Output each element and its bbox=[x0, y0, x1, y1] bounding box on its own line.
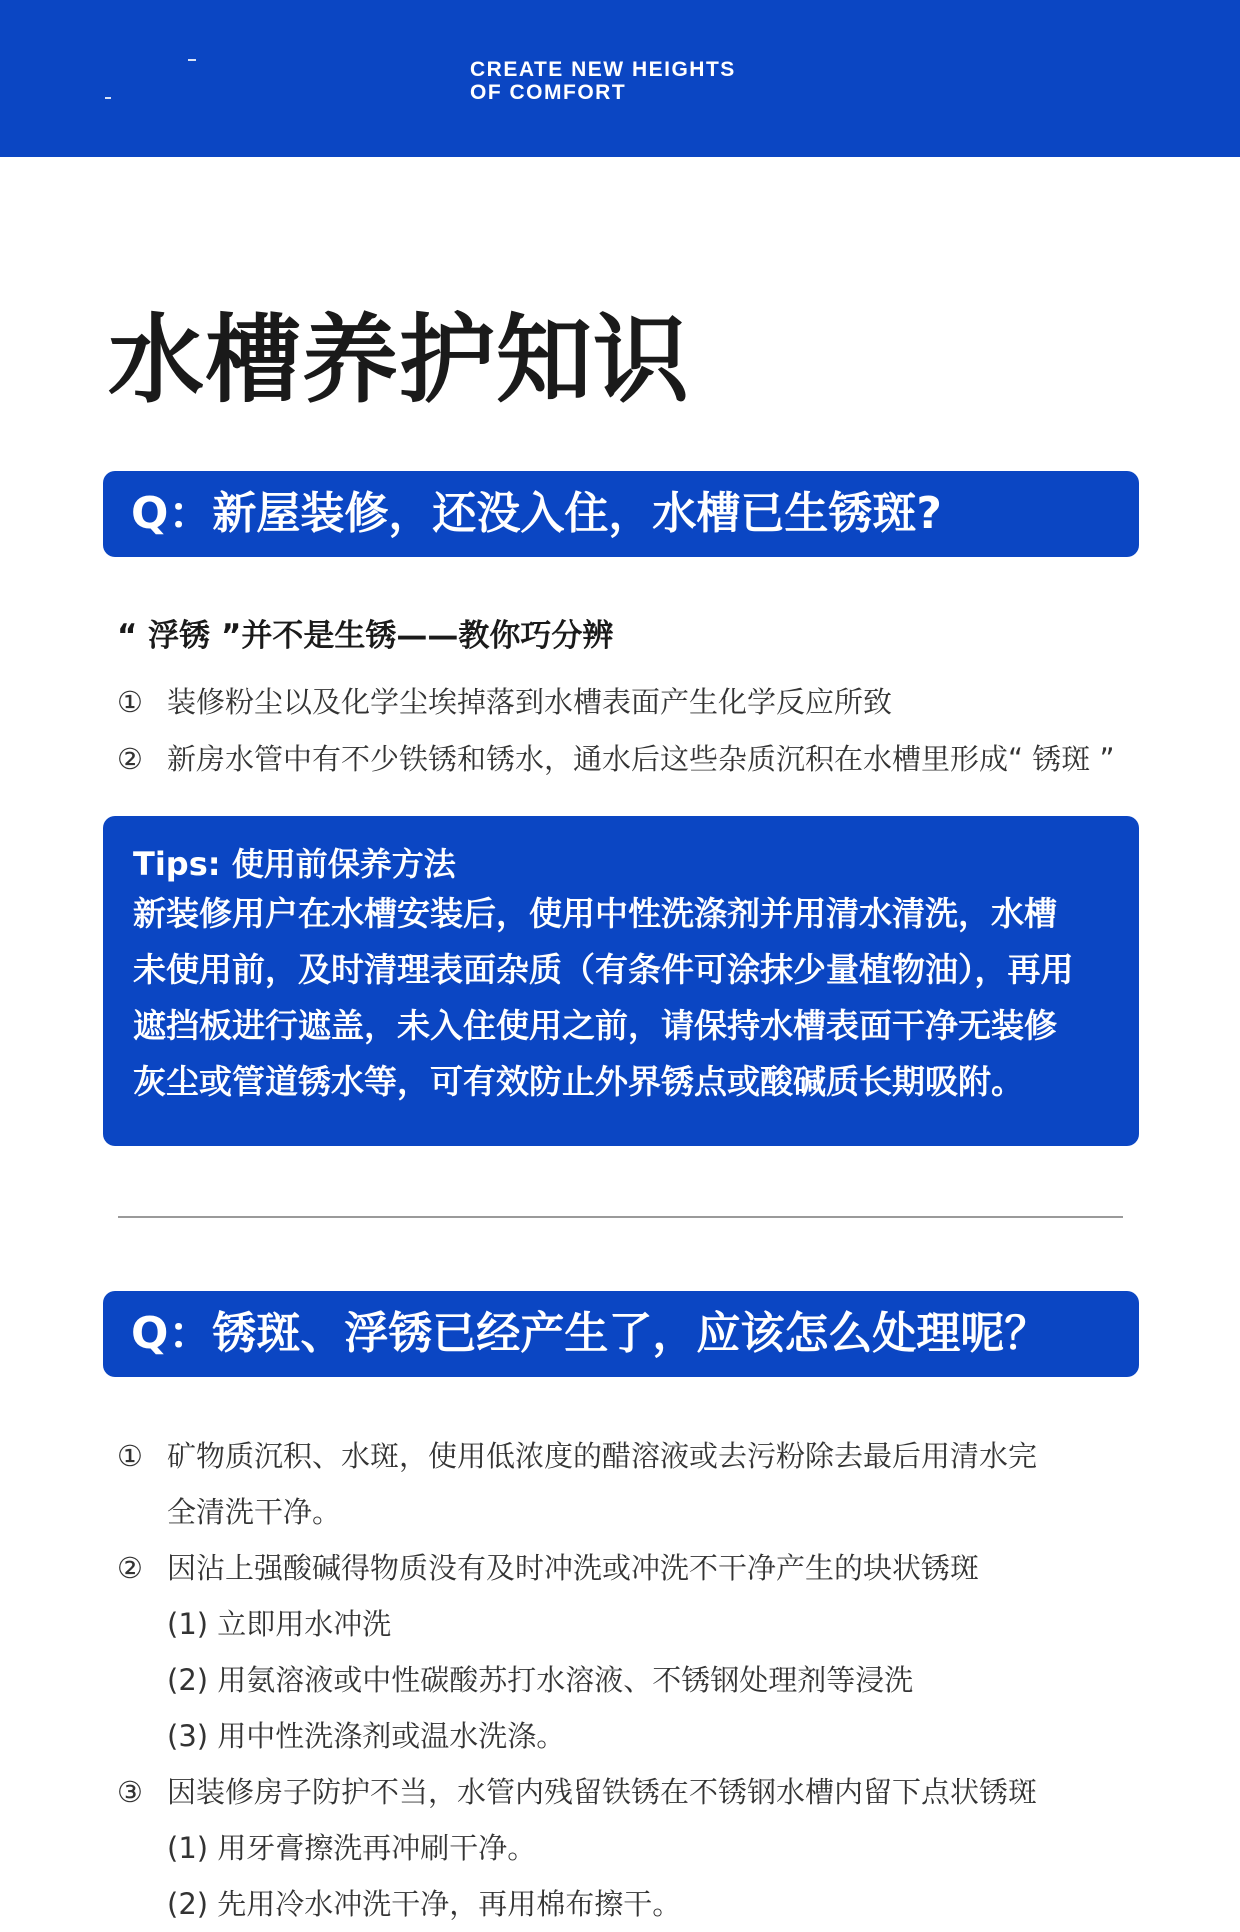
tagline-line-2: OF COMFORT bbox=[470, 81, 627, 104]
sub-step: (2) 先用冷水冲洗干净，再用棉布擦干。 bbox=[167, 1887, 682, 1921]
item-text: 新房水管中有不少铁锈和锈水，通水后这些杂质沉积在水槽里形成“ 锈斑 ” bbox=[167, 742, 1115, 776]
list-item bbox=[117, 1428, 1037, 1484]
tagline-line-1: CREATE NEW HEIGHTS bbox=[470, 58, 736, 81]
page-title: 水槽养护知识 bbox=[108, 304, 690, 416]
tips-title: Tips: 使用前保养方法 bbox=[133, 845, 456, 883]
item-number: ② bbox=[117, 1551, 143, 1585]
question-bar-2: Q：锈斑、浮锈已经产生了，应该怎么处理呢？ bbox=[103, 1291, 1139, 1377]
item-number: ① bbox=[117, 685, 143, 719]
brand-tagline bbox=[470, 58, 736, 104]
list-item bbox=[117, 1764, 1037, 1820]
item-number: ② bbox=[117, 742, 143, 776]
sub-step: (2) 用氨溶液或中性碳酸苏打水溶液、不锈钢处理剂等浸洗 bbox=[167, 1663, 914, 1697]
section2-list bbox=[117, 1428, 1037, 1932]
tips-box bbox=[103, 816, 1139, 1146]
item-text: 因沾上强酸碱得物质没有及时冲洗或冲洗不干净产生的块状锈斑 bbox=[167, 1551, 980, 1585]
sub-step: (3) 用中性洗涤剂或温水洗涤。 bbox=[167, 1719, 566, 1753]
item-number: ① bbox=[117, 1439, 143, 1473]
section1-subtitle: “ 浮锈 ”并不是生锈——教你巧分辨 bbox=[117, 618, 614, 654]
list-item bbox=[117, 739, 1115, 796]
list-item-continuation: 全清洗干净。 bbox=[167, 1495, 342, 1529]
item-text: 矿物质沉积、水斑，使用低浓度的醋溶液或去污粉除去最后用清水完 bbox=[167, 1439, 1038, 1473]
brand-logo bbox=[100, 55, 220, 105]
section-divider bbox=[118, 1216, 1123, 1218]
sub-step: (1) 用牙膏擦洗再冲刷干净。 bbox=[167, 1831, 537, 1865]
tips-line: 遮挡板进行遮盖，未入住使用之前，请保持水槽表面干净无装修 bbox=[133, 1006, 1057, 1045]
item-text: 因装修房子防护不当，水管内残留铁锈在不锈钢水槽内留下点状锈斑 bbox=[167, 1775, 1038, 1809]
item-text: 装修粉尘以及化学尘埃掉落到水槽表面产生化学反应所致 bbox=[167, 685, 893, 719]
item-number: ③ bbox=[117, 1775, 143, 1809]
tips-line: 新装修用户在水槽安装后，使用中性洗涤剂并用清水清洗，水槽 bbox=[133, 894, 1057, 933]
list-item bbox=[117, 1540, 1037, 1596]
sub-step: (1) 立即用水冲洗 bbox=[167, 1607, 392, 1641]
tips-line: 未使用前，及时清理表面杂质（有条件可涂抹少量植物油），再用 bbox=[133, 950, 1074, 989]
tips-line: 灰尘或管道锈水等，可有效防止外界锈点或酸碱质长期吸附。 bbox=[133, 1062, 1024, 1101]
list-item bbox=[117, 682, 1115, 739]
question-bar-1: Q：新屋装修，还没入住，水槽已生锈斑? bbox=[103, 471, 1139, 557]
section1-list bbox=[117, 682, 1115, 796]
header-banner bbox=[0, 0, 1240, 157]
